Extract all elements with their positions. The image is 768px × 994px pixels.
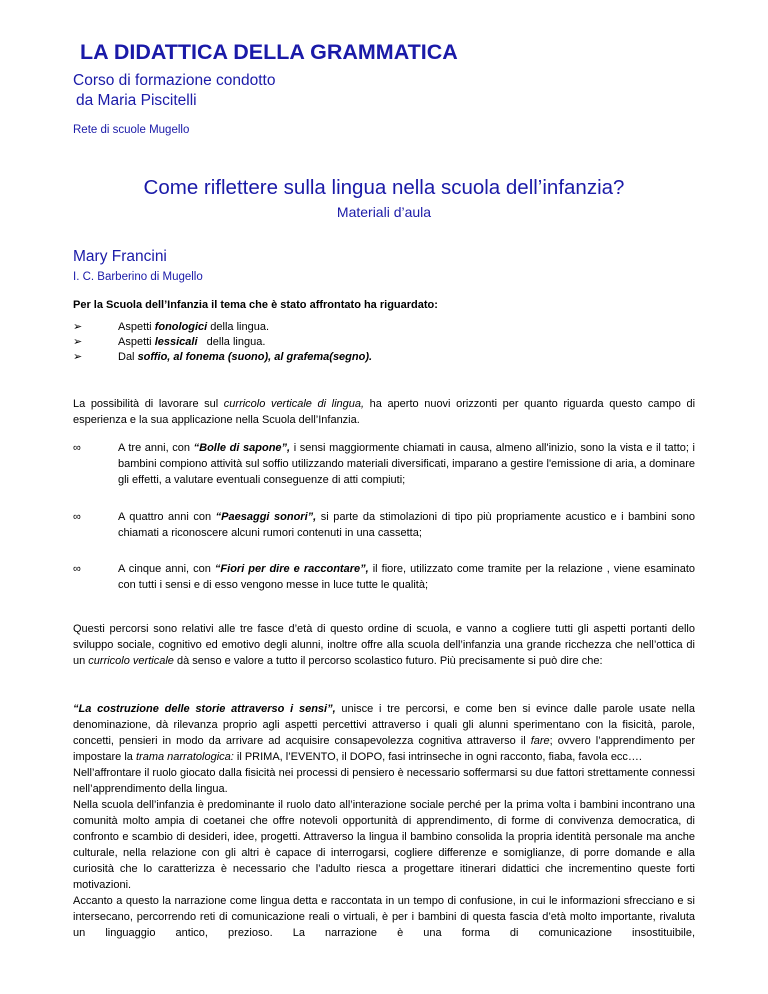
bullet-quattro-anni: ∞ A quattro anni con “Paesaggi sonori”, si parte da stimolazioni di tipo più propriamente acustico e i bambini sono chiamati a riconoscere alcuni rumori contenuti in una cassetta; <box>73 511 695 539</box>
paragraph-fisicita: Nell’affrontare il ruolo giocato dalla fisicità nei processi di pensiero è necessario soffermarsi su due fattori strettamente connessi nell’apprendimento della lingua. <box>73 767 695 795</box>
intro-heading: Per la Scuola dell’Infanzia il tema che è stato affrontato ha riguardato: <box>73 299 438 311</box>
author-school: I. C. Barberino di Mugello <box>73 271 203 283</box>
paragraph-storie: “La costruzione delle storie attraverso i sensi”, unisce i tre percorsi, e come ben si evince dalle parole usate nella denominazione, dà rilevanza proprio agli aspetti percettivi attraverso i quali gli alunni sperimentano con la fisicità, parole, concetti, pensieri in modo da arrivare ad acquisire consapevolezza cognitiva attraverso il fare; ovvero l’apprendimento per impostare la trama narratologica: il PRIMA, l’EVENTO, il DOPO, fasi intrinseche in ogni racconto, fiaba, favola ecc…. <box>73 703 695 763</box>
arrow-bullet-icon: ➢ <box>73 321 83 333</box>
paragraph-narrazione: Accanto a questo la narrazione come lingua detta e raccontata in un tempo di confusione, in cui le informazioni sfrecciano e si intersecano, percorrendo reti di comunicazione reali o virtuali, è per i bambini di questa fascia d’età molto importante, rivaluta un linguaggio antico, prezioso. La narrazione è una forma di comunicazione insostituibile, <box>73 895 695 939</box>
list-item: ➢ Aspetti fonologici della lingua. <box>73 321 270 333</box>
list-item: ➢ Dal soffio, al fonema (suono), al grafema(segno). <box>73 351 373 363</box>
document-subtitle: Materiali d’aula <box>336 204 432 220</box>
course-subtitle: Corso di formazione condotto <box>73 72 276 89</box>
course-instructor: da Maria Piscitelli <box>76 92 197 109</box>
paragraph-interazione: Nella scuola dell’infanzia è predominante il ruolo dato all’interazione sociale perché per la prima volta i bambini incontrano una comunità molto ampia di coetanei che offre notevoli opportunità di apprendimento, di forme di convivenza democratica, di confronto e scambio di desideri, idee, progetti. Attraverso la lingua il bambino consolida la propria identità personale ma anche culturale, nella relazione con gli altri è capace di interrogarsi, cogliere differenze e somiglianze, di porre domande e alla curiosità che lo caratterizza è necessario che l’adulto riesca a progettare itinerari didattici che incrementino queste forti motivazioni. <box>73 799 695 891</box>
paragraph-curricolo: La possibilità di lavorare sul curricolo verticale di lingua, ha aperto nuovi orizzonti per quanto riguarda questo campo di esperienza e la sua applicazione nella Scuola dell’Infanzia. <box>73 398 696 426</box>
document-title: Come riflettere sulla lingua nella scuola dell’infanzia? <box>143 176 625 199</box>
topic-list <box>73 320 372 365</box>
arrow-bullet-icon: ➢ <box>73 336 83 348</box>
infinity-bullet-icon: ∞ <box>73 442 81 454</box>
bullet-tre-anni: ∞ A tre anni, con “Bolle di sapone”, i sensi maggiormente chiamati in causa, almeno all'inizio, sono la vista e il tatto; i bambini compiono attività sul soffio utilizzando materiali diversificati, imparano a gestire l'emissione di aria, a dominare gli effetti, a valutare eventuali conseguenze di atti compiuti; <box>73 442 695 486</box>
infinity-bullet-icon: ∞ <box>73 563 81 575</box>
infinity-bullet-icon: ∞ <box>73 511 81 523</box>
paragraph-percorsi: Questi percorsi sono relativi alle tre fasce d’età di questo ordine di scuola, e vanno a cogliere tutti gli aspetti portanti dello sviluppo sociale, cognitivo ed emotivo degli alunni, inoltre offre alla scuola dell’infanzia una grande ricchezza che nell’ottica di un curricolo verticale dà senso e valore a tutto il percorso scolastico futuro. Più precisamente si può dire che: <box>73 623 695 667</box>
list-item: ➢ Aspetti lessicali della lingua. <box>73 336 266 348</box>
bullet-cinque-anni: ∞ A cinque anni, con “Fiori per dire e raccontare”, il fiore, utilizzato come tramite per la relazione , viene esaminato con tutti i sensi e di esso vengono messe in luce tutte le qualità; <box>73 563 695 591</box>
school-network: Rete di scuole Mugello <box>73 124 190 136</box>
arrow-bullet-icon: ➢ <box>73 351 83 363</box>
course-title: LA DIDATTICA DELLA GRAMMATICA <box>80 40 458 64</box>
author-name: Mary Francini <box>73 248 167 265</box>
